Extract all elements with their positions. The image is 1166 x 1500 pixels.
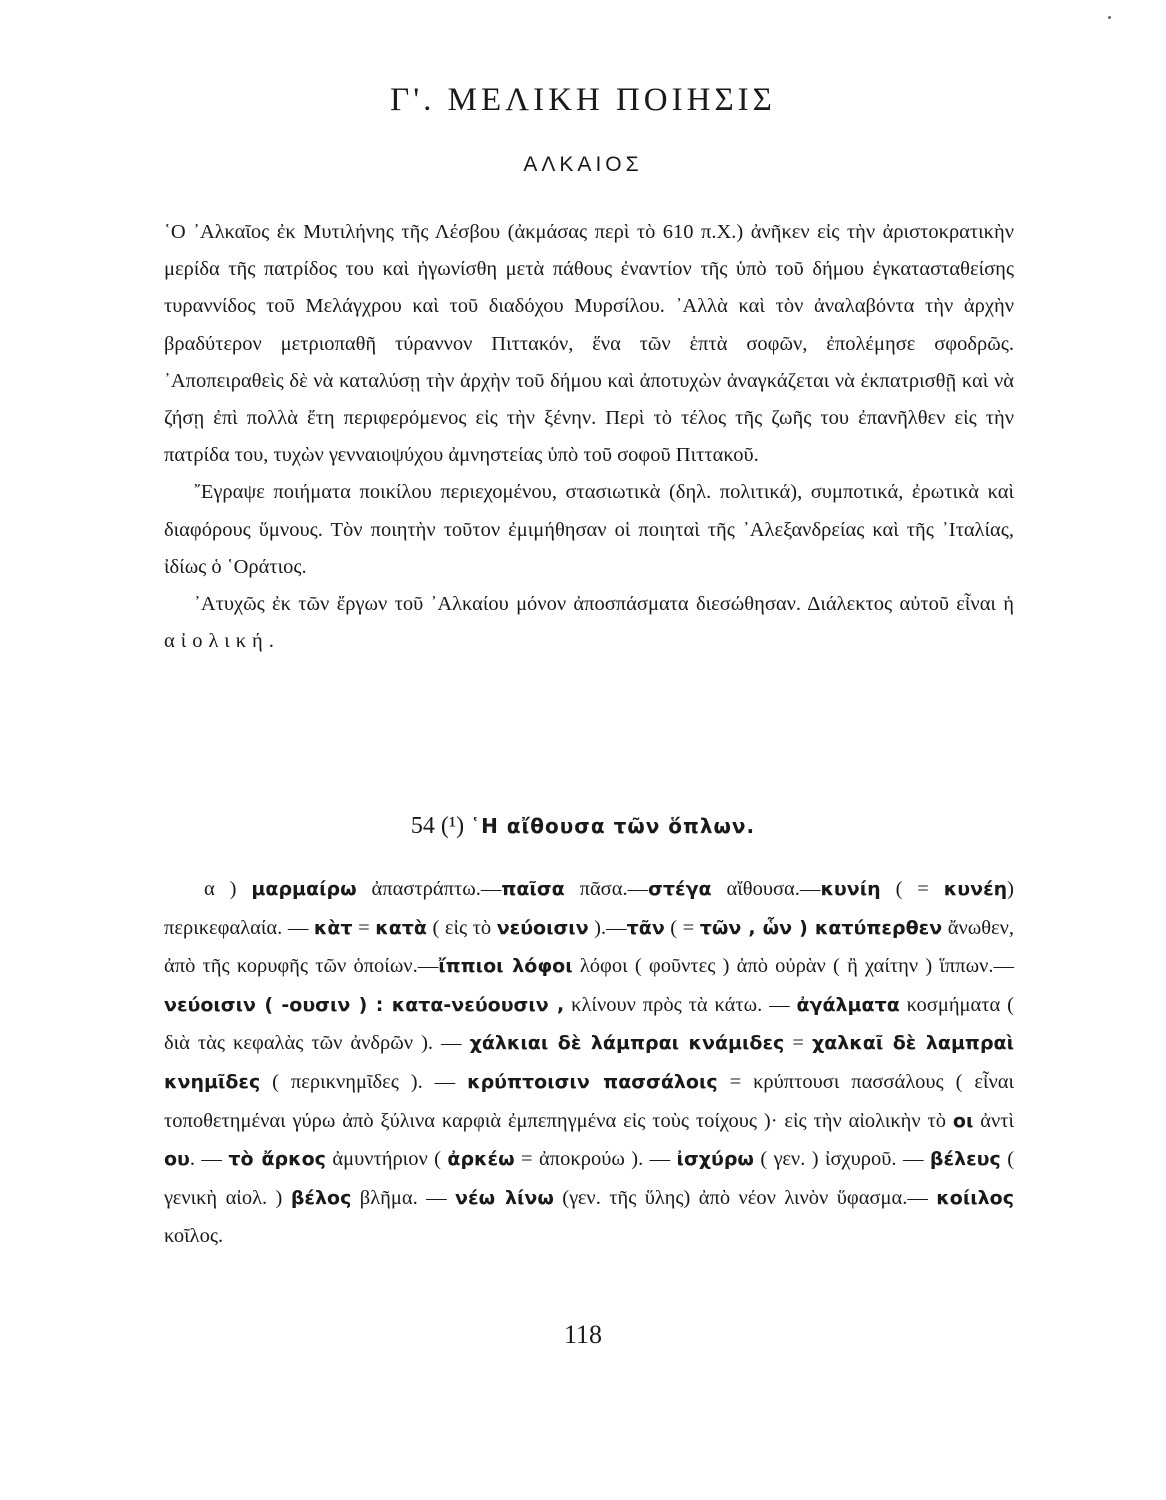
paragraph-works: ῎Εγραψε ποιήματα ποικίλου περιεχομένου, στασιωτικὰ (δηλ. πολιτικά), συμποτικά, ἐρωτικὰ καὶ διαφόρους ὕμνους. Τὸν ποιητὴν τοῦτον ἐμιμήθησαν οἱ ποιηταὶ τῆς ᾿Αλεξανδρείας καὶ τῆς ᾿Ιταλίας, ἰδίως ὁ ῾Οράτιος. bbox=[164, 481, 1014, 578]
glossary-term: χαλκαῖ δὲ λαμπραὶ κνημῖδες bbox=[164, 1032, 1015, 1093]
glossary-definition: κοῖλος. bbox=[164, 1225, 224, 1248]
glossary-definition: ( εἰς τὸ bbox=[426, 916, 497, 939]
glossary-definition: ( γενικὴ αἰολ. ) bbox=[164, 1148, 1015, 1209]
glossary-term: κυνίη bbox=[820, 878, 881, 900]
scan-speck bbox=[1108, 16, 1111, 19]
glossary-term: μαρμαίρω bbox=[251, 878, 357, 900]
glossary-term: ἴππιοι λόφοι bbox=[438, 955, 573, 978]
glossary-term: κρύπτοισιν πασσάλοις bbox=[467, 1070, 718, 1093]
glossary-term: χάλκιαι δὲ λάμπραι κνάμιδες bbox=[469, 1032, 785, 1055]
glossary-term: οι bbox=[952, 1109, 974, 1132]
glossary-definition: πᾶσα.— bbox=[564, 878, 649, 900]
glossary-term: κὰτ bbox=[313, 916, 353, 939]
glossary-term: νέω λίνω bbox=[455, 1186, 554, 1209]
glossary-definition: = κρύπτουσι πασσάλους ( εἶναι τοποθετημέναι γύρω ἀπὸ ξύλινα καρφιὰ ἐμπεπηγμένα εἰς τοὺς τοίχους )· εἰς τὴν αἰολικὴν τὸ bbox=[164, 1070, 1014, 1132]
glossary-term: ἰσχύρω bbox=[676, 1148, 754, 1171]
intro-text bbox=[164, 214, 1014, 660]
glossary-term: βέλευς bbox=[929, 1148, 1001, 1171]
glossary-term: κυνέη bbox=[943, 878, 1008, 900]
glossary-definition: ἀπαστράπτω.— bbox=[356, 878, 502, 900]
glossary-definition: = bbox=[784, 1032, 812, 1055]
glossary-term: κατὰ bbox=[375, 916, 427, 939]
glossary-definition: . — bbox=[189, 1148, 229, 1171]
glossary-definition: = ἀποκρούω ). — bbox=[514, 1148, 677, 1171]
glossary-definition: = bbox=[352, 916, 376, 939]
glossary-term: βέλος bbox=[290, 1186, 352, 1209]
glossary-term: παῖσα bbox=[501, 878, 565, 900]
glossary-term: ου bbox=[164, 1148, 190, 1171]
dialect-sentence: ᾿Ατυχῶς ἐκ τῶν ἔργων τοῦ ᾿Αλκαίου μόνον ἀποσπάσματα διεσώθησαν. Διάλεκτος αὐτοῦ εἶναι ἡ bbox=[194, 593, 1014, 616]
poem-title: ῾Η αἴθουσα τῶν ὅπλων. bbox=[470, 814, 756, 838]
glossary-definition: αἴθουσα.— bbox=[711, 878, 821, 900]
glossary-definition: βλῆμα. — bbox=[351, 1186, 456, 1209]
dialect-name: αἰολική. bbox=[164, 630, 280, 653]
glossary-definition: κοσμήματα ( διὰ τὰς κεφαλὰς τῶν ἀνδρῶν ). — bbox=[164, 993, 1014, 1055]
chapter-title: Γ'. ΜΕΛΙΚΗ ΠΟΙΗΣΙΣ bbox=[390, 82, 776, 118]
paragraph-biography: ῾Ο ᾿Αλκαῖος ἐκ Μυτιλήνης τῆς Λέσβου (ἀκμάσας περὶ τὸ 610 π.Χ.) ἀνῆκεν εἰς τὴν ἀριστοκρατικὴν μερίδα τῆς πατρίδος του καὶ ἠγωνίσθη μετὰ πάθους ἐναντίον τῆς ὑπὸ τοῦ δήμου ἐγκατασταθείσης τυραννίδος τοῦ Μελάγχρου καὶ τοῦ διαδόχου Μυρσίλου. ᾿Αλλὰ καὶ τὸν ἀναλαβόντα τὴν ἀρχὴν βραδύτερον μετριοπαθῆ τύραννον Πιττακόν, ἕνα τῶν ἑπτὰ σοφῶν, ἐπολέμησε σφοδρῶς. ᾿Αποπειραθεὶς δὲ νὰ καταλύσῃ τὴν ἀρχὴν τοῦ δήμου καὶ ἀποτυχὼν ἀναγκάζεται νὰ ἐκπατρισθῇ καὶ νὰ ζήσῃ ἐπὶ πολλὰ ἔτη περιφερόμενος εἰς τὴν ξένην. Περὶ τὸ τέλος τῆς ζωῆς του ἐπανῆλθεν εἰς τὴν πατρίδα του, τυχὼν γενναιοψύχου ἀμνηστείας ὑπὸ τοῦ σοφοῦ Πιττακοῦ. bbox=[164, 221, 1014, 467]
glossary-definition: ( γεν. ) ἰσχυροῦ. — bbox=[753, 1148, 930, 1171]
glossary-term: τᾶν bbox=[626, 916, 665, 939]
glossary-definition: κλίνουν πρὸς τὰ κάτω. — bbox=[564, 993, 797, 1016]
glossary-definition: λόφοι ( φοῦντες ) ἀπὸ οὐρὰν ( ἢ χαίτην ) ἵππων.— bbox=[572, 955, 1014, 978]
glossary-definition: (γεν. τῆς ὕλης) ἀπὸ νέον λινὸν ὕφασμα.— bbox=[553, 1186, 937, 1209]
glossary-definition: ) περικεφαλαία. — bbox=[164, 878, 1014, 939]
glossary-term: νεύοισιν ( -ουσιν ) : κατα-νεύουσιν , bbox=[164, 993, 565, 1016]
glossary-term: ἀγάλματα bbox=[796, 993, 900, 1016]
glossary-definition: α ) bbox=[204, 878, 252, 900]
glossary-term: τὸ ἄρκος bbox=[228, 1148, 326, 1171]
glossary-definition: ( = bbox=[880, 878, 944, 900]
glossary-definition: ( περικνημῖδες ). — bbox=[260, 1070, 468, 1093]
page-number: 118 bbox=[563, 1320, 603, 1349]
poem-heading bbox=[0, 813, 1166, 840]
glossary-definition: ἄνωθεν, ἀπὸ τῆς κορυφῆς τῶν ὁποίων.— bbox=[164, 916, 1015, 978]
glossary-term: κοίιλος bbox=[936, 1186, 1014, 1209]
glossary-term: νεύοισιν bbox=[496, 916, 589, 939]
paragraph-dialect bbox=[164, 586, 1014, 660]
glossary-definition: ( = bbox=[664, 916, 700, 939]
glossary-definition: ).— bbox=[588, 916, 627, 939]
glossary-definition: ἀντὶ bbox=[973, 1109, 1015, 1132]
glossary-notes bbox=[164, 870, 1014, 1256]
glossary-term: ἀρκέω bbox=[447, 1148, 515, 1171]
poem-number: 54 (¹) bbox=[410, 813, 465, 839]
glossary-definition: ἀμυντήριον ( bbox=[325, 1148, 448, 1171]
glossary-term: στέγα bbox=[648, 878, 712, 900]
author-heading: ΑΛΚΑΙΟΣ bbox=[523, 153, 643, 176]
glossary-term: τῶν , ὧν ) κατύπερθεν bbox=[699, 916, 943, 939]
